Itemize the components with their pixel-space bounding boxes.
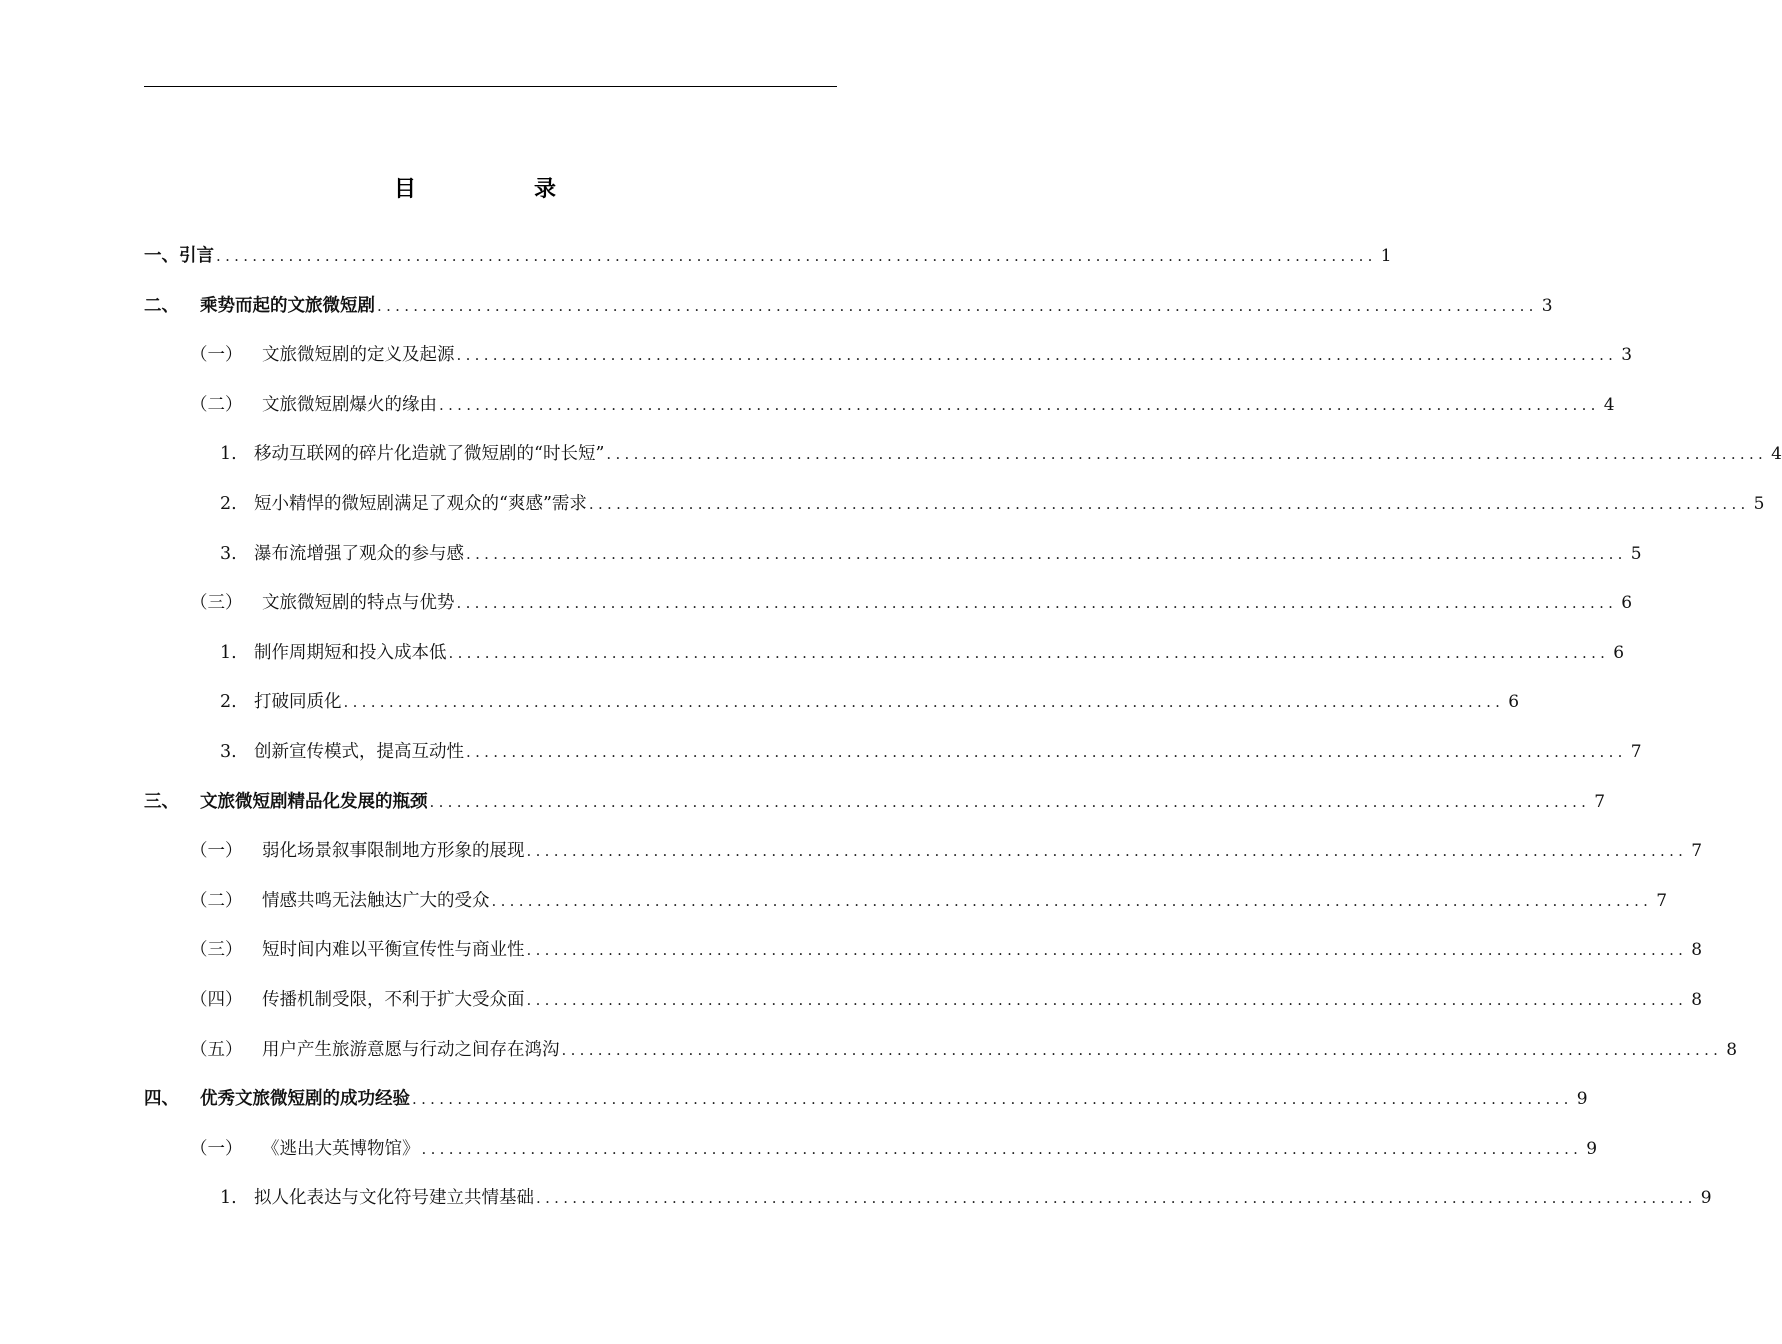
toc-entry-number: （三） <box>190 940 243 961</box>
toc-entry-number: （一） <box>190 345 243 366</box>
toc-entry-text: 短时间内难以平衡宣传性与商业性 <box>262 940 525 961</box>
toc-entry-label <box>190 1125 420 1175</box>
toc-entry-text: 打破同质化 <box>254 692 342 713</box>
toc-entry-number: （二） <box>190 394 243 415</box>
toc-leader-dots: ................................................................................................................................ <box>606 445 1768 464</box>
toc-leader-dots: ................................................................................................................................ <box>526 990 1688 1009</box>
toc-leader-dots: ................................................................................................................................ <box>526 941 1688 960</box>
toc-entry-label <box>220 728 464 778</box>
toc-entry-text: 引言 <box>179 246 214 266</box>
toc-entry-text: 制作周期短和投入成本低 <box>254 642 447 663</box>
toc-entry-text: 移动互联网的碎片化造就了微短剧的“时长短” <box>254 444 605 465</box>
toc-leader-dots: ................................................................................................................................ <box>536 1189 1697 1208</box>
toc-list <box>144 232 1782 1224</box>
toc-entry-number: 1. <box>220 1188 237 1209</box>
toc-entry-text: 文旅微短剧精品化发展的瓶颈 <box>200 791 428 812</box>
toc-entry[interactable] <box>144 778 1606 828</box>
toc-leader-dots: ................................................................................................................................ <box>448 643 1610 662</box>
toc-page-number: 8 <box>1726 1039 1738 1060</box>
toc-entry[interactable] <box>144 579 1633 629</box>
toc-entry-text: 文旅微短剧的特点与优势 <box>262 593 455 614</box>
toc-leader-dots: ................................................................................................................................ <box>456 346 1618 365</box>
toc-leader-dots: ................................................................................................................................ <box>377 296 1538 315</box>
toc-entry-number: （四） <box>190 989 243 1010</box>
toc-page-number: 7 <box>1594 791 1606 812</box>
toc-entry-label <box>220 1174 534 1224</box>
toc-entry-label <box>190 579 455 629</box>
toc-leader-dots: ................................................................................................................................ <box>421 1139 1583 1158</box>
toc-entry-text: 用户产生旅游意愿与行动之间存在鸿沟 <box>262 1039 560 1060</box>
toc-entry-label <box>144 1075 410 1125</box>
toc-entry[interactable] <box>144 1125 1598 1175</box>
toc-entry-number: 1. <box>220 444 237 465</box>
toc-leader-dots: ................................................................................................................................ <box>561 1040 1723 1059</box>
toc-entry-number: 3. <box>220 741 237 762</box>
toc-entry[interactable] <box>144 678 1520 728</box>
toc-page-number: 8 <box>1691 989 1703 1010</box>
toc-entry[interactable] <box>144 381 1615 431</box>
toc-entry[interactable] <box>144 629 1625 679</box>
toc-entry-text: 《逃出大英博物馆》 <box>262 1138 420 1159</box>
toc-entry[interactable] <box>144 1026 1738 1076</box>
toc-entry-label <box>220 678 342 728</box>
toc-title: 目 录 <box>393 177 604 202</box>
toc-entry[interactable] <box>144 430 1782 480</box>
toc-page-number: 8 <box>1691 940 1703 961</box>
toc-entry[interactable] <box>144 232 1392 282</box>
toc-leader-dots: ................................................................................................................................ <box>466 742 1627 761</box>
toc-entry-text: 优秀文旅微短剧的成功经验 <box>200 1089 410 1110</box>
toc-entry[interactable] <box>144 530 1642 580</box>
toc-leader-dots: ................................................................................................................................ <box>439 395 1600 414</box>
toc-page-number: 4 <box>1771 444 1782 465</box>
toc-entry-label <box>190 381 437 431</box>
toc-entry-text: 情感共鸣无法触达广大的受众 <box>262 890 490 911</box>
toc-entry-number: （三） <box>190 593 243 614</box>
toc-entry-text: 拟人化表达与文化符号建立共情基础 <box>254 1188 534 1209</box>
toc-entry-label <box>220 530 464 580</box>
toc-page-number: 7 <box>1630 741 1642 762</box>
toc-entry-label <box>190 827 525 877</box>
toc-entry-number: （二） <box>190 890 243 911</box>
toc-entry-number: 3. <box>220 543 237 564</box>
toc-entry-text: 文旅微短剧爆火的缘由 <box>262 394 437 415</box>
toc-entry-text: 传播机制受限，不利于扩大受众面 <box>262 989 525 1010</box>
toc-leader-dots: ................................................................................................................................ <box>466 544 1627 563</box>
toc-entry-number: 1. <box>220 642 237 663</box>
toc-entry[interactable] <box>144 282 1553 332</box>
toc-entry[interactable] <box>144 1174 1712 1224</box>
toc-entry[interactable] <box>144 331 1633 381</box>
toc-entry-label <box>220 480 587 530</box>
toc-entry-number: 2. <box>220 493 237 514</box>
toc-page-number: 7 <box>1691 841 1703 862</box>
toc-entry-number: 二、 <box>144 295 179 316</box>
toc-entry-text: 创新宣传模式，提高互动性 <box>254 741 464 762</box>
toc-entry-number: 2. <box>220 692 237 713</box>
toc-entry-text: 乘势而起的文旅微短剧 <box>200 295 375 316</box>
toc-entry[interactable] <box>144 976 1703 1026</box>
toc-leader-dots: ................................................................................................................................ <box>491 891 1653 910</box>
toc-entry-number: 四、 <box>144 1089 179 1110</box>
toc-entry-text: 短小精悍的微短剧满足了观众的“爽感”需求 <box>254 493 587 514</box>
toc-entry-number: （一） <box>190 841 243 862</box>
toc-entry[interactable] <box>144 827 1703 877</box>
toc-page-number: 9 <box>1586 1138 1598 1159</box>
toc-leader-dots: ................................................................................................................................ <box>526 842 1688 861</box>
toc-page-number: 9 <box>1576 1089 1588 1110</box>
toc-page-number: 3 <box>1621 345 1633 366</box>
toc-entry[interactable] <box>144 728 1642 778</box>
toc-entry-number: （五） <box>190 1039 243 1060</box>
toc-entry[interactable] <box>144 480 1765 530</box>
header-rule <box>144 86 837 87</box>
toc-entry-label <box>190 331 455 381</box>
toc-page-number: 1 <box>1380 246 1392 266</box>
toc-entry-label <box>220 629 447 679</box>
toc-entry-text: 弱化场景叙事限制地方形象的展现 <box>262 841 525 862</box>
toc-entry[interactable] <box>144 1075 1588 1125</box>
toc-entry-number: 三、 <box>144 791 179 812</box>
toc-page-number: 6 <box>1508 692 1520 713</box>
toc-page-number: 3 <box>1541 295 1553 316</box>
toc-entry[interactable] <box>144 926 1703 976</box>
toc-entry-label <box>190 877 490 927</box>
toc-page-number: 4 <box>1603 394 1615 415</box>
toc-entry-label <box>144 232 214 282</box>
toc-page-number: 7 <box>1656 890 1668 911</box>
toc-entry-label <box>190 926 525 976</box>
toc-page-number: 6 <box>1613 642 1625 663</box>
toc-entry-label <box>190 976 525 1026</box>
toc-leader-dots: ................................................................................................................................ <box>216 247 1377 265</box>
toc-entry-label <box>144 778 428 828</box>
toc-entry[interactable] <box>144 877 1668 927</box>
toc-leader-dots: ................................................................................................................................ <box>456 594 1618 613</box>
toc-entry-number: （一） <box>190 1138 243 1159</box>
toc-page-number: 6 <box>1621 593 1633 614</box>
toc-entry-text: 瀑布流增强了观众的参与感 <box>254 543 464 564</box>
toc-page-number: 5 <box>1630 543 1642 564</box>
toc-page-number: 9 <box>1700 1188 1712 1209</box>
toc-leader-dots: ................................................................................................................................ <box>429 792 1591 811</box>
toc-entry-number: 一、 <box>144 246 179 266</box>
toc-entry-label <box>220 430 604 480</box>
toc-leader-dots: ................................................................................................................................ <box>412 1090 1573 1109</box>
toc-entry-text: 文旅微短剧的定义及起源 <box>262 345 455 366</box>
toc-leader-dots: ................................................................................................................................ <box>588 494 1750 513</box>
toc-entry-label <box>144 282 375 332</box>
toc-page-number: 5 <box>1753 493 1765 514</box>
toc-entry-label <box>190 1026 560 1076</box>
toc-leader-dots: ................................................................................................................................ <box>343 693 1505 712</box>
